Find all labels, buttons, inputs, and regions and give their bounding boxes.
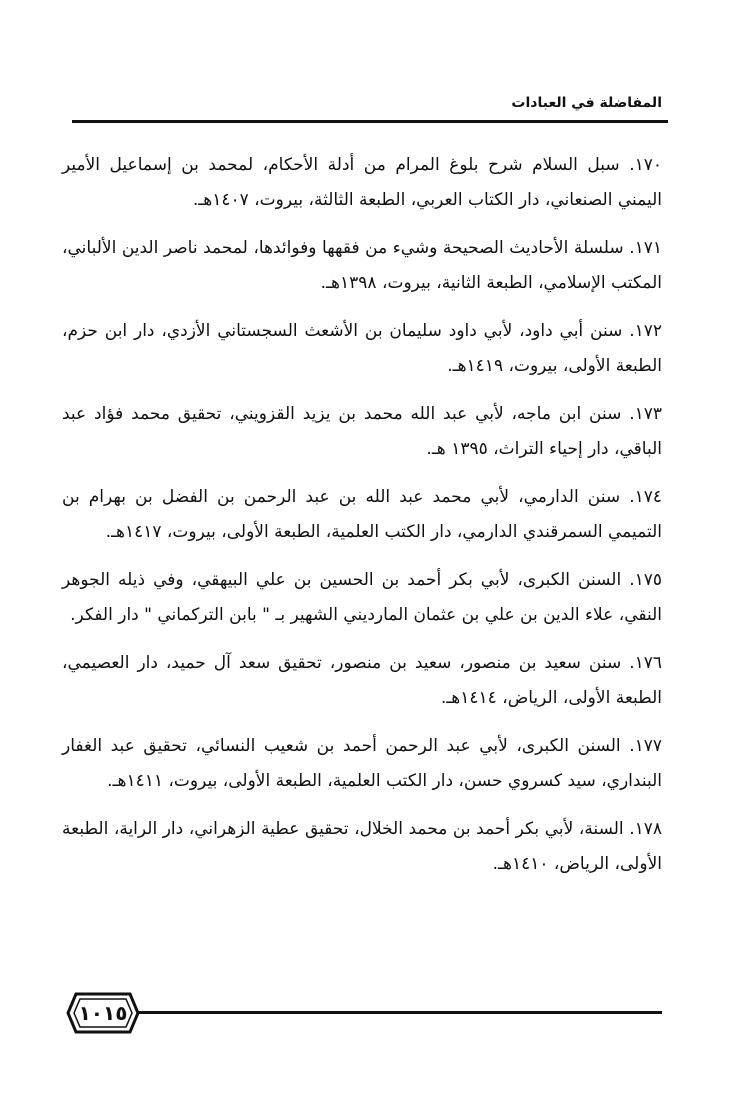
bibliography-list [62, 148, 662, 895]
entry-number: ١٧٣. [629, 404, 662, 424]
entry-number: ١٧٦. [629, 653, 662, 673]
entry-text: السنن الكبرى، لأبي عبد الرحمن أحمد بن شعيب النسائي، تحقيق عبد الغفار البنداري، سيد كسروي حسن، دار الكتب العلمية، الطبعة الأولى، بيروت، ١٤١١هـ. [62, 736, 662, 791]
bibliography-entry [62, 480, 662, 550]
entry-text: سنن أبي داود، لأبي داود سليمان بن الأشعث السجستاني الأزدي، دار ابن حزم، الطبعة الأولى، بيروت، ١٤١٩هـ. [62, 321, 662, 376]
page-number: ١٠١٥ [78, 1001, 128, 1025]
page-number-badge [66, 990, 662, 1036]
bibliography-entry [62, 646, 662, 716]
bibliography-entry [62, 148, 662, 218]
entry-text: السنن الكبرى، لأبي بكر أحمد بن الحسين بن علي البيهقي، وفي ذيله الجوهر النقي، علاء الدين بن علي بن عثمان المارديني الشهير بـ " بابن التركماني " دار الفكر. [62, 570, 662, 625]
bibliography-entry [62, 729, 662, 799]
entry-number: ١٧٠. [629, 155, 662, 175]
bibliography-entry [62, 231, 662, 301]
entry-number: ١٧٤. [629, 487, 662, 507]
entry-text: سبل السلام شرح بلوغ المرام من أدلة الأحكام، لمحمد بن إسماعيل الأمير اليمني الصنعاني، دار الكتاب العربي، الطبعة الثالثة، بيروت، ١٤٠٧هـ. [62, 155, 662, 210]
bibliography-entry [62, 563, 662, 633]
entry-text: السنة، لأبي بكر أحمد بن محمد الخلال، تحقيق عطية الزهراني، دار الراية، الطبعة الأولى، الرياض، ١٤١٠هـ. [62, 819, 662, 874]
entry-text: سنن الدارمي، لأبي محمد عبد الله بن عبد الرحمن بن الفضل بن بهرام بن التميمي السمرقندي الدارمي، دار الكتب العلمية، الطبعة الأولى، بيروت، ١٤١٧هـ. [62, 487, 662, 542]
bibliography-entry [62, 397, 662, 467]
running-header: المفاضلة في العبادات [511, 95, 662, 111]
entry-text: سنن سعيد بن منصور، سعيد بن منصور، تحقيق سعد آل حميد، دار العصيمي، الطبعة الأولى، الرياض، ١٤١٤هـ. [62, 653, 662, 708]
entry-number: ١٧٥. [629, 570, 662, 590]
entry-number: ١٧٨. [629, 819, 662, 839]
entry-text: سلسلة الأحاديث الصحيحة وشيء من فقهها وفوائدها، لمحمد ناصر الدين الألباني، المكتب الإسلامي، الطبعة الثانية، بيروت، ١٣٩٨هـ. [62, 238, 662, 293]
entry-number: ١٧٧. [629, 736, 662, 756]
entry-text: سنن ابن ماجه، لأبي عبد الله محمد بن يزيد القزويني، تحقيق محمد فؤاد عبد الباقي، دار إحياء التراث، ١٣٩٥ هـ. [62, 404, 662, 459]
header-rule [72, 120, 668, 123]
entry-number: ١٧١. [629, 238, 662, 258]
bibliography-entry [62, 314, 662, 384]
bibliography-entry [62, 812, 662, 882]
entry-number: ١٧٢. [629, 321, 662, 341]
footer-rule [126, 1011, 662, 1014]
